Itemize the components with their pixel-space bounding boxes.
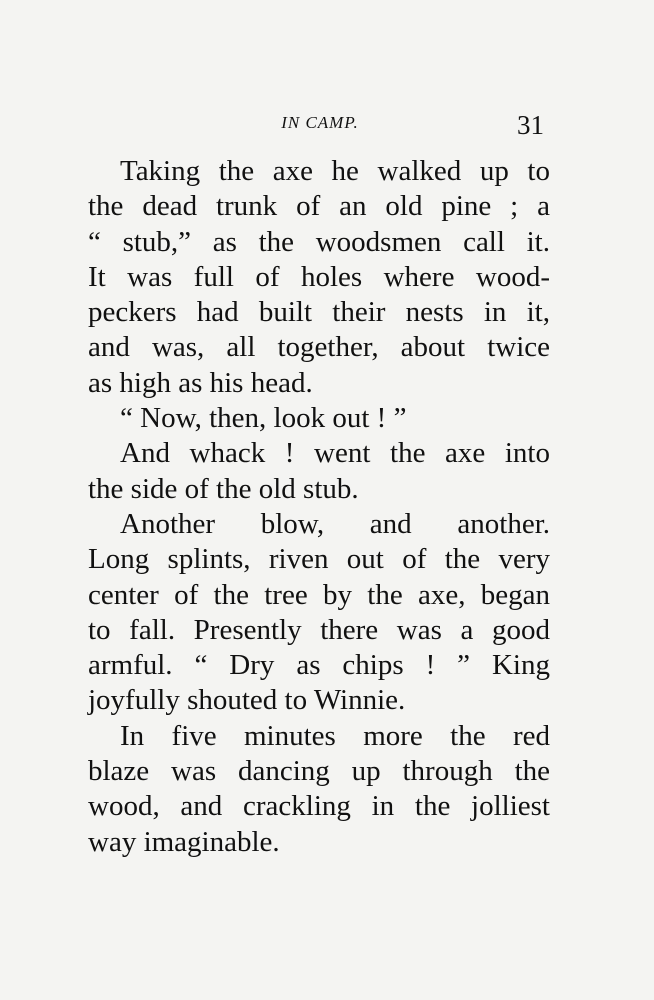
text-line: the dead trunk of an old pine ; a [88, 190, 550, 223]
text-line: And whack ! went the axe into [120, 437, 550, 470]
body-text [88, 154, 550, 860]
text-line: peckers had built their nests in it, [88, 296, 550, 329]
text-line: Long splints, riven out of the very [88, 543, 550, 576]
text-line: “ stub,” as the woodsmen call it. [88, 225, 550, 258]
text-line: joyfully shouted to Winnie. [88, 684, 406, 717]
text-line: blaze was dancing up through the [88, 755, 550, 788]
text-line: In five minutes more the red [120, 719, 550, 752]
text-line: “ Now, then, look out ! ” [120, 402, 407, 435]
text-line: way imaginable. [88, 825, 280, 858]
running-title: IN CAMP. [281, 113, 359, 132]
text-line: It was full of holes where wood- [88, 260, 550, 293]
text-line: and was, all together, about twice [88, 331, 550, 364]
text-line: Taking the axe he walked up to [120, 155, 550, 187]
text-line: as high as his head. [88, 366, 313, 399]
text-line: Another blow, and another. [120, 507, 550, 540]
page-number: 31 [517, 110, 544, 140]
text-line: the side of the old stub. [88, 472, 359, 505]
text-line: armful. “ Dry as chips ! ” King [88, 649, 550, 682]
text-line: center of the tree by the axe, began [88, 578, 550, 611]
text-line: wood, and crackling in the jolliest [88, 790, 550, 823]
running-head [0, 110, 654, 140]
text-line: to fall. Presently there was a good [88, 613, 550, 646]
